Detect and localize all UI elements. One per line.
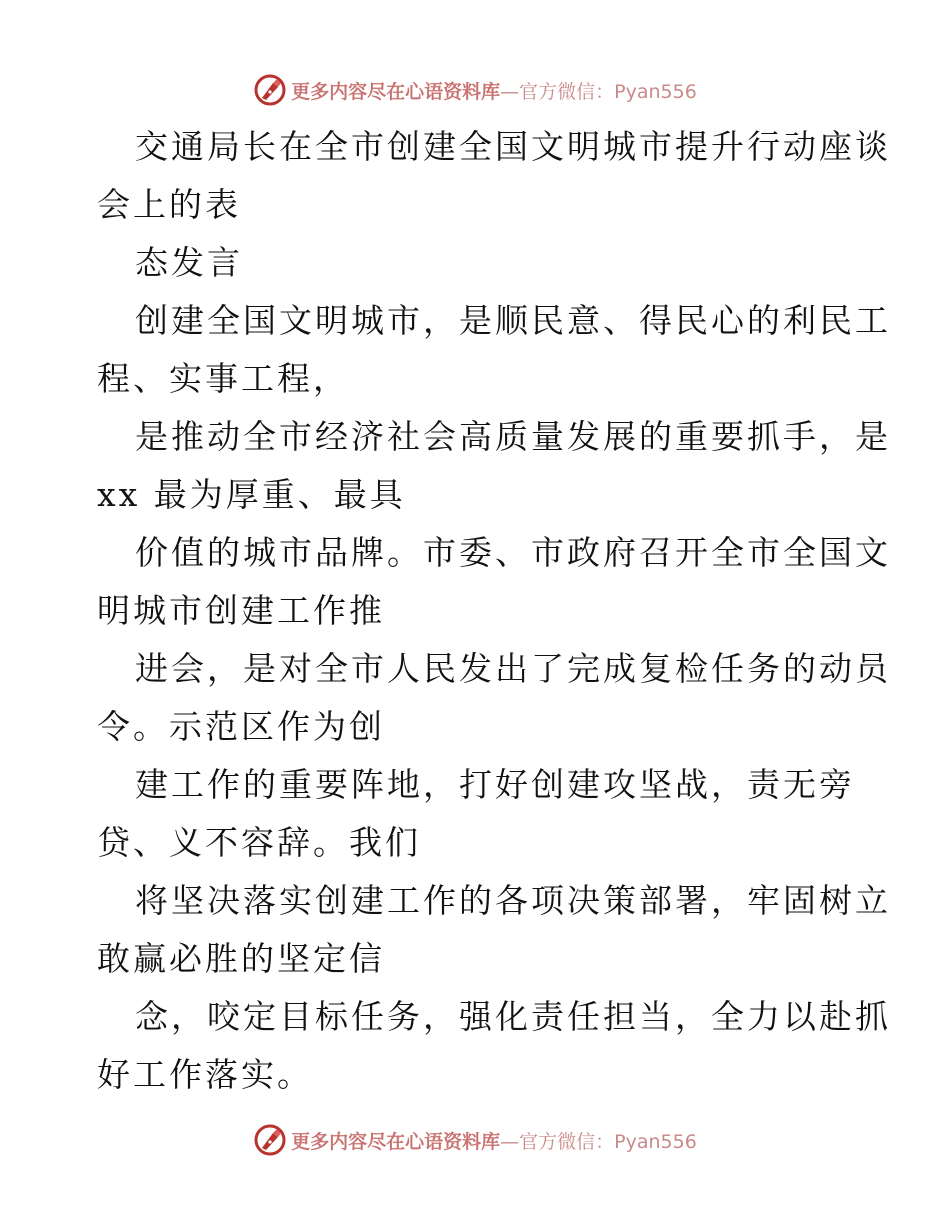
doc-line: 交通局长在全市创建全国文明城市提升行动座谈 <box>135 127 891 166</box>
header-official-account: —官方微信：Pyan556 <box>500 80 697 103</box>
footer-banner <box>0 1120 950 1160</box>
doc-line: 贷、义不容辞。我们 <box>97 823 421 862</box>
doc-line: 好工作落实。 <box>97 1055 313 1094</box>
doc-line: 明城市创建工作推 <box>97 591 385 630</box>
footer-brand-text: 更多内容尽在心语资料库 <box>291 1130 501 1153</box>
doc-line: 念，咬定目标任务，强化责任担当，全力以赴抓 <box>135 997 891 1036</box>
doc-line: 价值的城市品牌。市委、市政府召开全市全国文 <box>135 533 891 572</box>
doc-line: 是推动全市经济社会高质量发展的重要抓手，是 <box>135 417 891 456</box>
doc-line: 建工作的重要阵地，打好创建攻坚战，责无旁 <box>135 765 855 804</box>
doc-line: 程、实事工程， <box>97 359 349 398</box>
doc-line: 进会，是对全市人民发出了完成复检任务的动员 <box>135 649 891 688</box>
document-body <box>97 118 891 1104</box>
doc-line: 敢赢必胜的坚定信 <box>97 939 385 978</box>
pen-nib-logo-icon <box>253 1123 287 1157</box>
doc-line: 会上的表 <box>97 185 241 224</box>
header-banner <box>0 70 950 110</box>
doc-line: xx 最为厚重、最具 <box>97 475 406 514</box>
footer-official-account: —官方微信：Pyan556 <box>500 1130 697 1153</box>
doc-line: 态发言 <box>135 243 243 282</box>
doc-line: 令。示范区作为创 <box>97 707 385 746</box>
doc-line: 创建全国文明城市，是顺民意、得民心的利民工 <box>135 301 891 340</box>
doc-line: 将坚决落实创建工作的各项决策部署，牢固树立 <box>135 881 891 920</box>
header-brand-text: 更多内容尽在心语资料库 <box>291 80 501 103</box>
pen-nib-logo-icon <box>253 73 287 107</box>
